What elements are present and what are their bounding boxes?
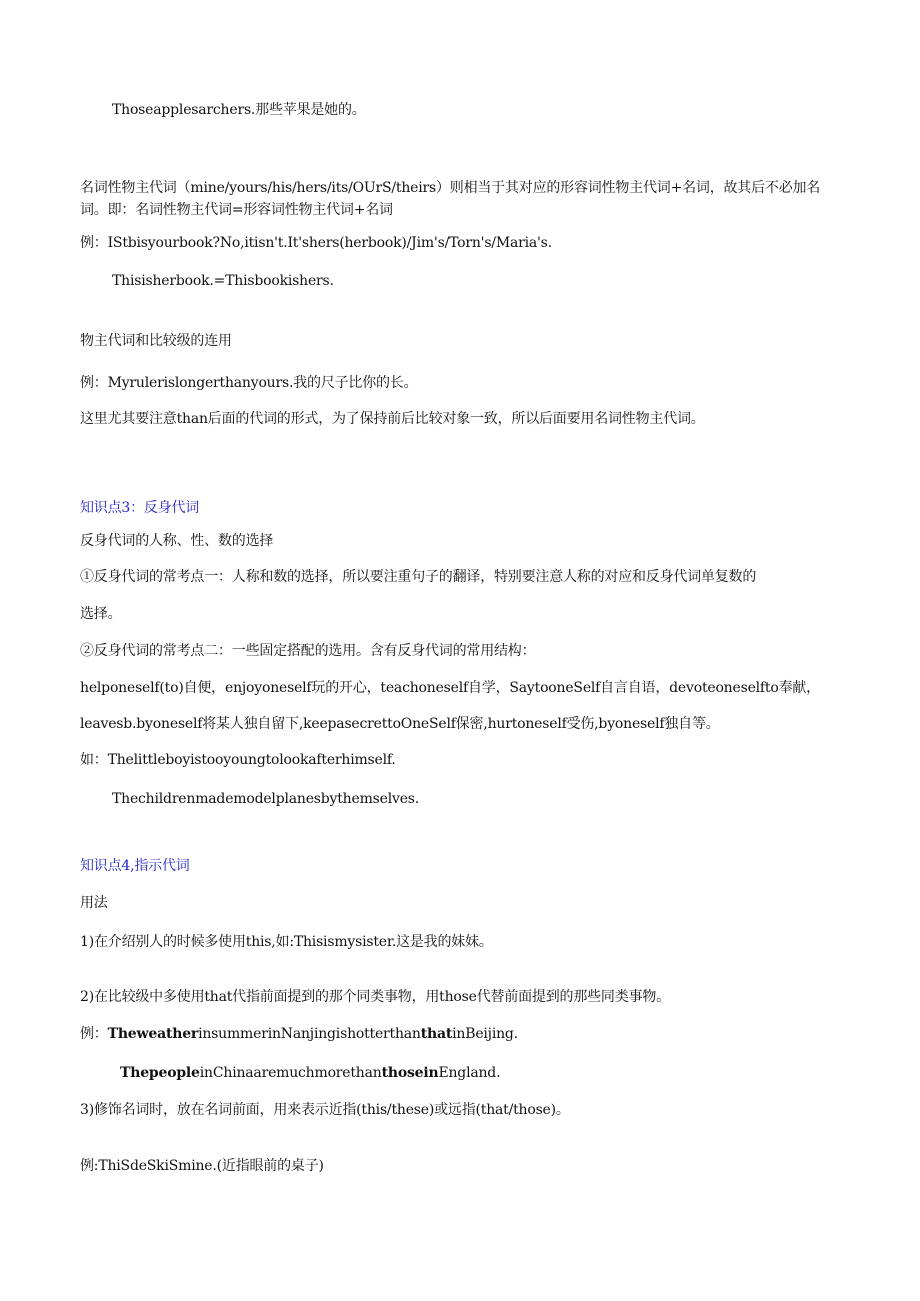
usage-point-2: 2)在比较级中多使用that代指前面提到的那个同类事物，用those代替前面提到的那些同类事物。	[80, 989, 670, 1005]
example-sentence-those-apples: Thoseapplesarchers.那些苹果是她的。	[112, 102, 366, 118]
reflexive-point-one: ①反身代词的常考点一：人称和数的选择，所以要注重句子的翻译，特别要注意人称的对应和反身代词单复数的	[80, 569, 757, 585]
section-title-comparative-usage: 物主代词和比较级的连用	[80, 333, 232, 349]
note-than-pronoun: 这里尤其要注意than后面的代词的形式，为了保持前后比较对象一致，所以后面要用名词性物主代词。	[80, 411, 705, 427]
noun-possessive-pronoun-formula: 词。即：名词性物主代词=形容词性物主代词+名词	[80, 202, 393, 218]
people-end-text: England.	[438, 1065, 501, 1081]
people-middle-text: inChinaaremuchmorethan	[199, 1065, 382, 1081]
example-my-ruler: 例：Myrulerislongerthanyours.我的尺子比你的长。	[80, 375, 418, 391]
bold-that: that	[420, 1026, 453, 1042]
usage-point-3: 3)修饰名词时，放在名词前面，用来表示近指(this/these)或远指(that/those)。	[80, 1102, 570, 1118]
example-prefix: 例：	[80, 1026, 108, 1042]
example-little-boy: 如：Thelittleboyistooyoungtolookafterhimself.	[80, 752, 396, 768]
usage-point-1: 1)在介绍别人的时候多使用this,如:Thisismysister.这是我的妹妹。	[80, 934, 493, 950]
example-this-desk: 例:ThiSdeSkiSmine.(近指眼前的桌子)	[80, 1158, 324, 1174]
bold-the-weather: Theweather	[107, 1026, 199, 1042]
bold-the-people: Thepeople	[120, 1065, 200, 1081]
reflexive-point-one-cont: 选择。	[80, 606, 122, 622]
example-children-model-planes: Thechildrenmademodelplanesbythemselves.	[112, 791, 420, 807]
reflexive-structures-line1: helponeself(to)自便，enjoyoneself玩的开心，teachoneself自学，SaytooneSelf自言自语，devoteoneselfto奉献，	[80, 680, 820, 696]
reflexive-person-number-title: 反身代词的人称、性、数的选择	[80, 533, 274, 549]
reflexive-point-two: ②反身代词的常考点二：一些固定搭配的选用。含有反身代词的常用结构：	[80, 643, 536, 659]
usage-title: 用法	[80, 895, 108, 911]
heading-knowledge-point-3: 知识点3：反身代词	[80, 500, 200, 516]
example-this-is-her-book: Thisisherbook.=Thisbookishers.	[112, 273, 334, 289]
example-people-china	[120, 1063, 500, 1083]
weather-middle-text: insummerinNanjingishotterthan	[198, 1026, 421, 1042]
reflexive-structures-line2: leavesb.byoneself将某人独自留下,keepasecrettoOneSelf保密,hurtoneself受伤,byoneself独自等。	[80, 716, 720, 732]
example-is-this-your-book: 例：IStbisyourbook?No,itisn't.It'shers(herbook)/Jim's/Torn's/Maria's.	[80, 235, 552, 251]
heading-knowledge-point-4: 知识点4,指示代词	[80, 858, 190, 874]
example-weather-nanjing	[80, 1024, 518, 1044]
bold-those-in: thosein	[381, 1065, 439, 1081]
weather-end-text: inBeijing.	[452, 1026, 518, 1042]
noun-possessive-pronoun-definition: 名词性物主代词（mine∕yours∕his∕hers∕its∕OUrS/theirs）则相当于其对应的形容词性物主代词+名词，故其后不必加名	[80, 180, 821, 196]
